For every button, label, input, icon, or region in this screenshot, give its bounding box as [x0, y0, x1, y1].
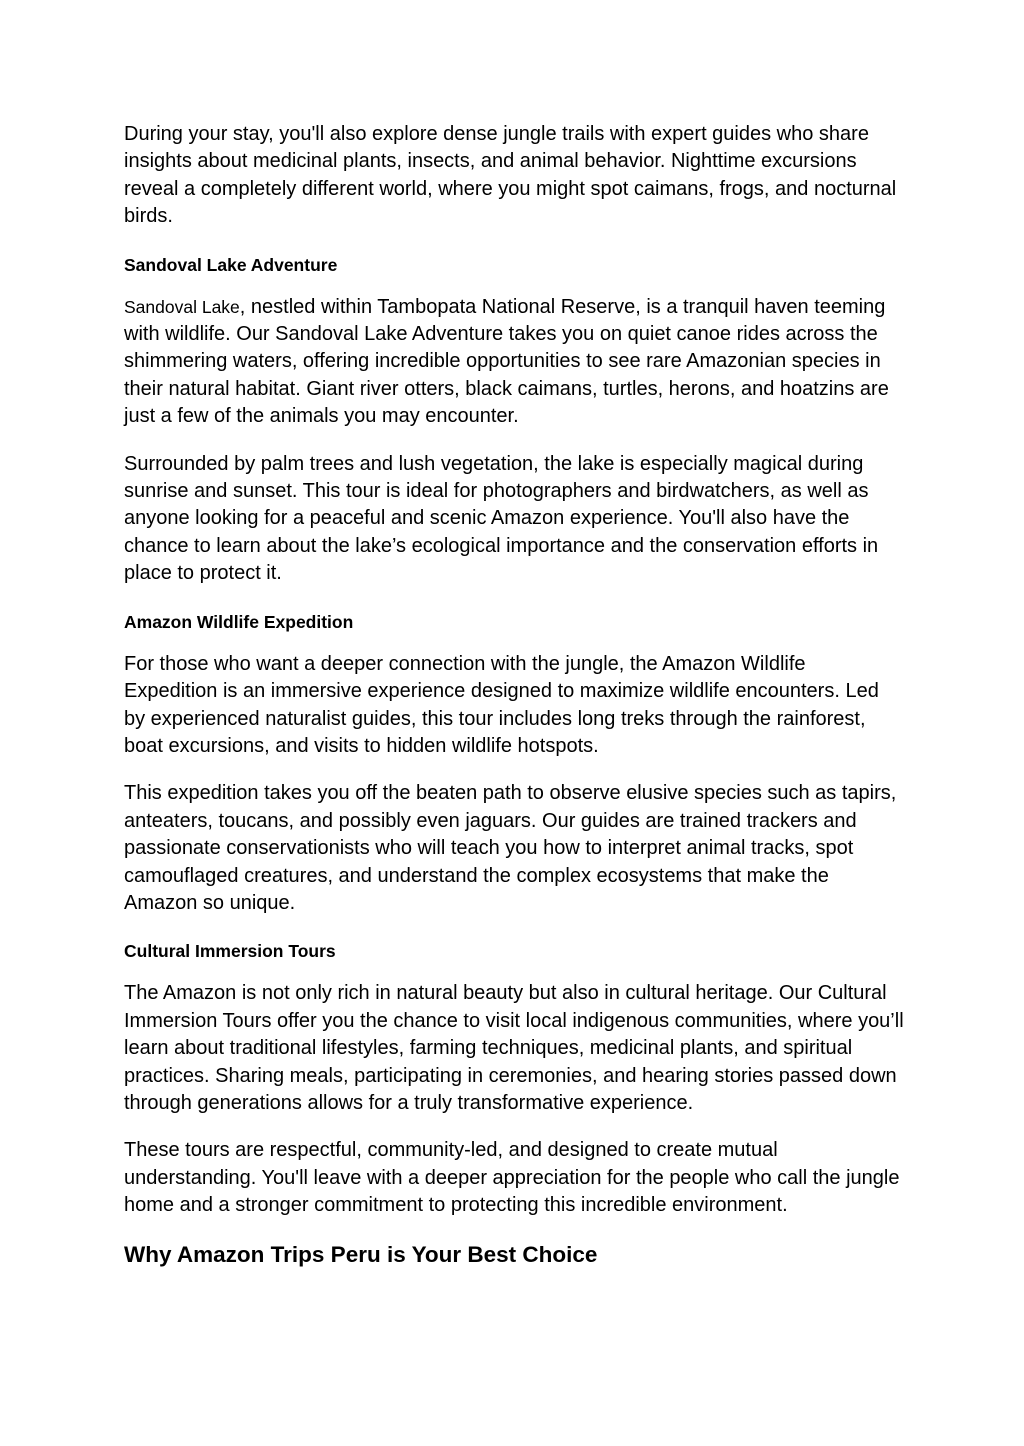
- intro-paragraph: During your stay, you'll also explore dense jungle trails with expert guides who share insights about medicinal plants, insects, and animal behavior. Nighttime excursions reveal a completely different world, where you might spot caimans, frogs, and nocturnal birds.: [124, 123, 897, 228]
- cultural-paragraph-1: The Amazon is not only rich in natural beauty but also in cultural heritage. Our Cultural Immersion Tours offer you the chance to visit local indigenous communities, where you’ll learn about traditional lifestyles, farming techniques, medicinal plants, and spiritual practices. Sharing meals, participating in ceremonies, and hearing stories passed down through generations allows for a truly transformative experience.: [124, 982, 904, 1114]
- sandoval-paragraph-2: Surrounded by palm trees and lush vegetation, the lake is especially magical during sunrise and sunset. This tour is ideal for photographers and birdwatchers, as well as anyone looking for a peaceful and scenic Amazon experience. You'll also have the chance to learn about the lake’s ecological importance and the conservation efforts in place to protect it.: [124, 452, 879, 585]
- why-heading: Why Amazon Trips Peru is Your Best Choice: [124, 1241, 598, 1267]
- sandoval-paragraph-1: [124, 294, 904, 431]
- wildlife-paragraph-2: This expedition takes you off the beaten path to observe elusive species such as tapirs, anteaters, toucans, and possibly even jaguars. Our guides are trained trackers and passionate conservationists who will teach you how to interpret animal tracks, spot camouflaged creatures, and understand the complex ecosystems that make the Amazon so unique.: [124, 782, 897, 914]
- document-page: [124, 121, 904, 1270]
- wildlife-heading: Amazon Wildlife Expedition: [124, 611, 354, 632]
- sandoval-lead: Sandoval Lake: [124, 296, 240, 317]
- cultural-heading: Cultural Immersion Tours: [124, 941, 336, 962]
- cultural-paragraph-2: These tours are respectful, community-led, and designed to create mutual understanding. You'll leave with a deeper appreciation for the people who call the jungle home and a stronger commitment to protecting this incredible environment.: [124, 1139, 900, 1217]
- wildlife-paragraph-1: For those who want a deeper connection with the jungle, the Amazon Wildlife Expedition is an immersive experience designed to maximize wildlife encounters. Led by experienced naturalist guides, this tour includes long treks through the rainforest, boat excursions, and visits to hidden wildlife hotspots.: [124, 652, 879, 757]
- sandoval-heading: Sandoval Lake Adventure: [124, 254, 338, 275]
- sandoval-paragraph-1-text: , nestled within Tambopata National Reserve, is a tranquil haven teeming with wildlife. Our Sandoval Lake Adventure takes you on quiet canoe rides across the shimmering waters, offering incredible opportunities to see rare Amazonian species in their natural habitat. Giant river otters, black caimans, turtles, herons, and hoatzins are just a few of the animals you may encounter.: [124, 295, 889, 428]
